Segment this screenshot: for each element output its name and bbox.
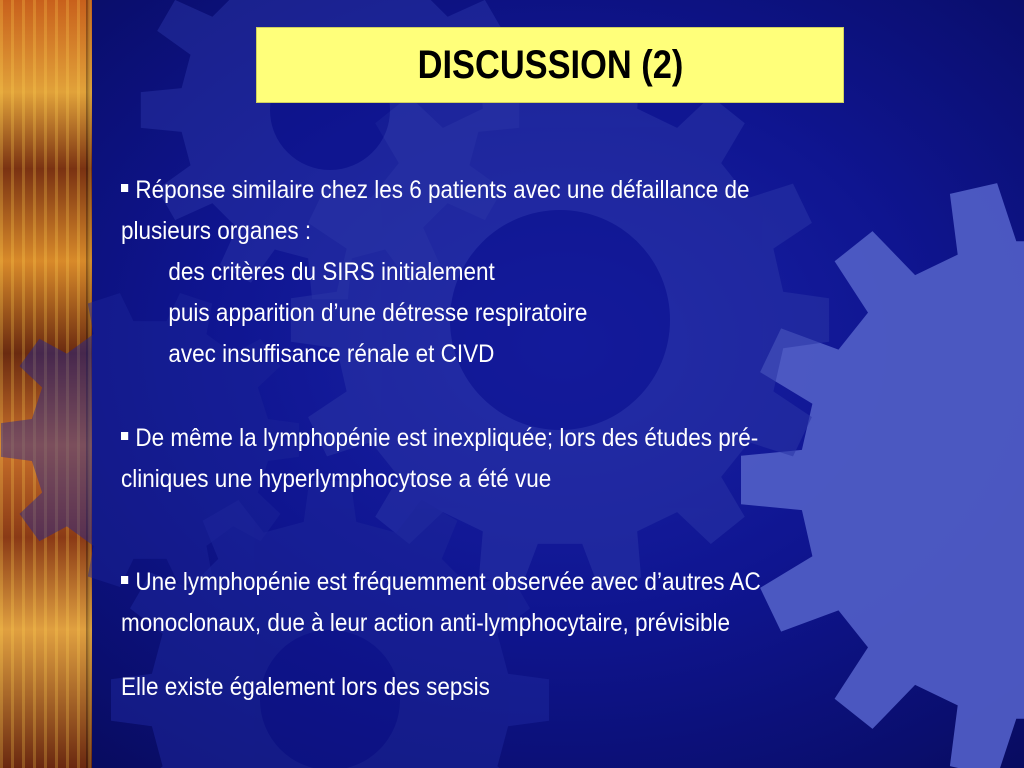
square-bullet-icon <box>121 576 128 584</box>
block1-line2: plusieurs organes : <box>121 217 312 245</box>
block3-line1: Une lymphopénie est fréquemment observée avec d’autres AC <box>121 562 761 603</box>
block4-line1: Elle existe également lors des sepsis <box>121 673 490 701</box>
block1-sub3: avec insuffisance rénale et CIVD <box>168 340 495 368</box>
slide-title: DISCUSSION (2) <box>417 42 683 87</box>
title-box <box>256 27 844 103</box>
gear-icon <box>741 183 1024 768</box>
block1-sub1: des critères du SIRS initialement <box>168 258 495 286</box>
block1-sub2: puis apparition d’une détresse respiratoire <box>168 299 588 327</box>
square-bullet-icon <box>121 432 128 440</box>
gear-shape <box>741 183 1024 768</box>
block2-line1: De même la lymphopénie est inexpliquée; lors des études pré- <box>121 418 758 459</box>
block3-line2: monoclonaux, due à leur action anti-lymphocytaire, prévisible <box>121 609 731 637</box>
square-bullet-icon <box>121 184 128 192</box>
block1-line1: Réponse similaire chez les 6 patients avec une défaillance de <box>121 170 750 211</box>
block2-line2: cliniques une hyperlymphocytose a été vue <box>121 465 552 493</box>
